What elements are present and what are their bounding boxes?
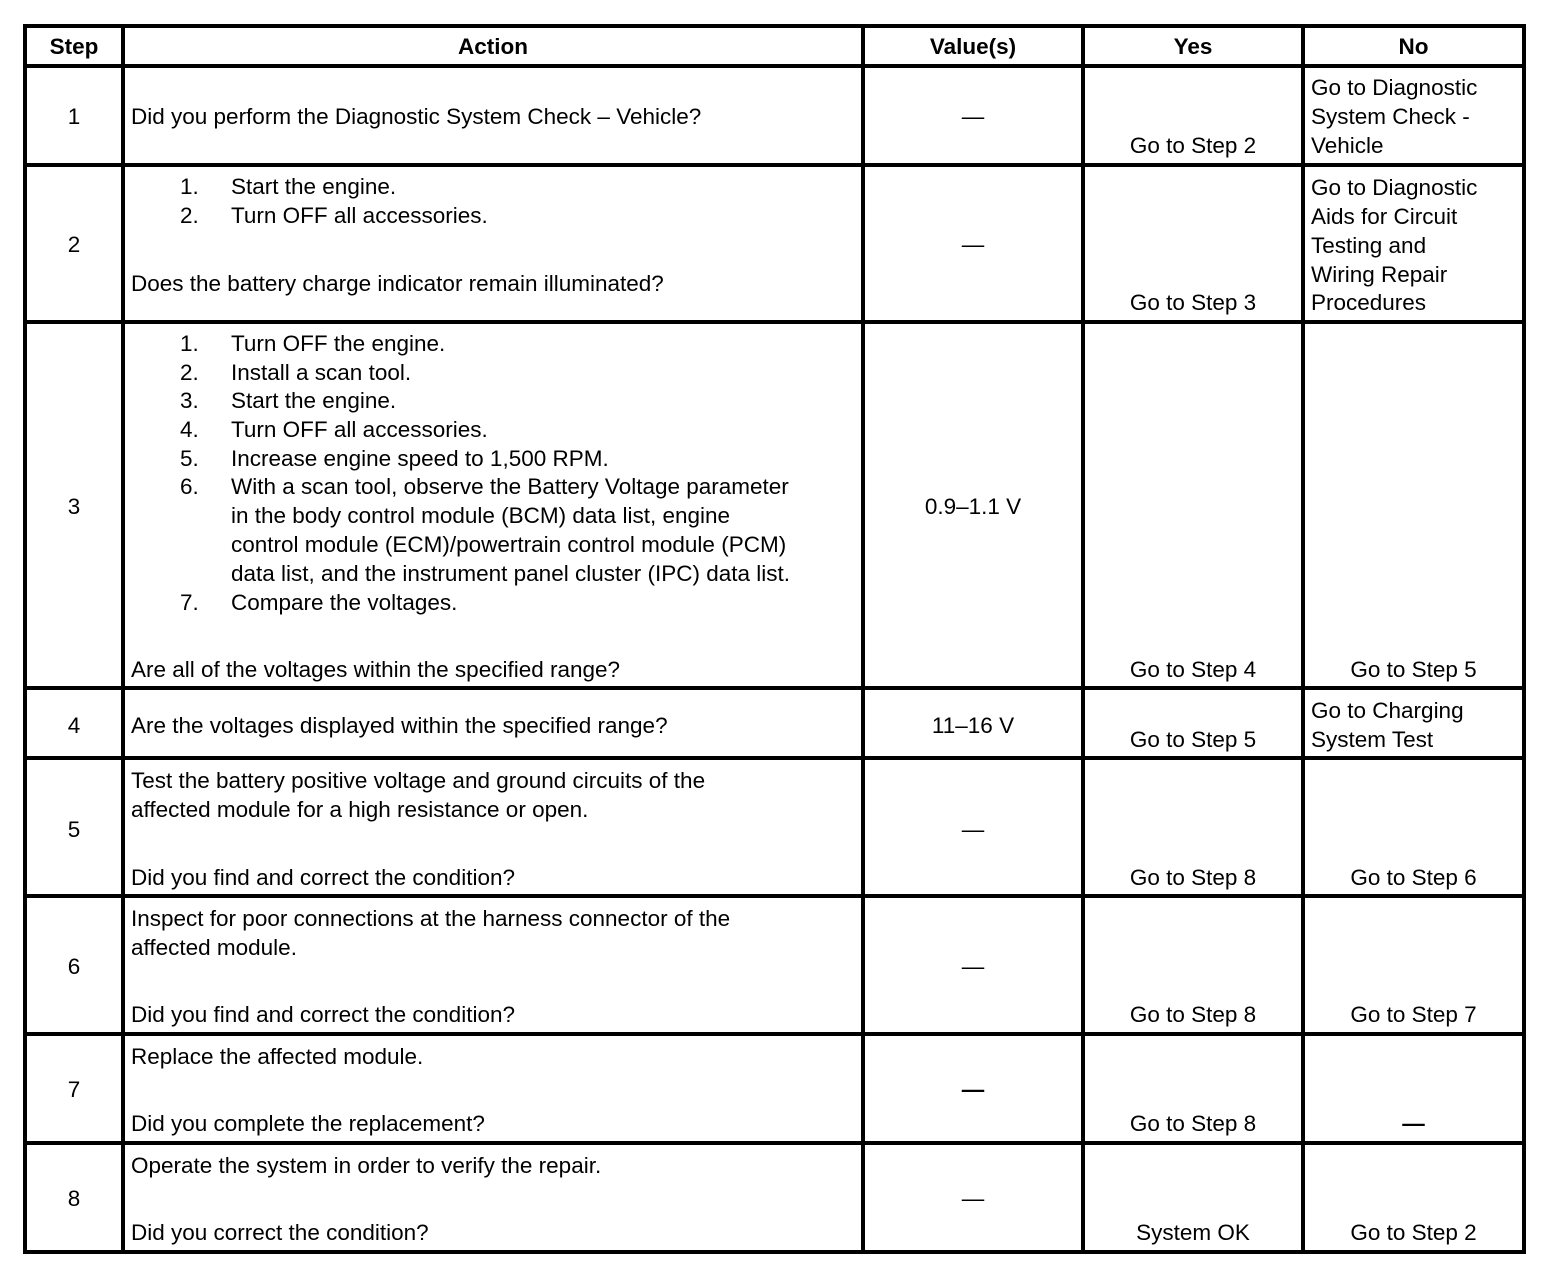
action-question: Did you find and correct the condition? [131, 865, 515, 890]
value-cell: — [961, 817, 985, 842]
list-number: 1. [180, 174, 199, 199]
list-number: 1. [180, 331, 199, 356]
yes-cell: Go to Step 4 [1129, 657, 1257, 682]
action-description: affected module for a high resistance or open. [131, 797, 589, 822]
yes-cell: Go to Step 2 [1129, 133, 1257, 158]
action-question: Are the voltages displayed within the specified range? [131, 713, 668, 738]
list-item-text: With a scan tool, observe the Battery Voltage parameter [231, 474, 789, 499]
yes-cell: Go to Step 8 [1129, 1002, 1257, 1027]
no-cell: Go to Step 5 [1350, 657, 1477, 682]
list-item-text: Start the engine. [231, 174, 397, 199]
header-yes: Yes [1173, 34, 1213, 59]
step-number: 7 [67, 1077, 81, 1102]
header-step: Step [49, 34, 99, 59]
action-description: Inspect for poor connections at the harness connector of the [131, 906, 731, 931]
list-number: 7. [180, 590, 199, 615]
row-divider [23, 756, 1526, 760]
value-cell: — [961, 954, 985, 979]
column-divider [1081, 24, 1085, 1254]
action-question: Did you correct the condition? [131, 1220, 429, 1245]
step-number: 3 [67, 494, 81, 519]
no-cell-line: System Test [1311, 727, 1434, 752]
row-divider [23, 1141, 1526, 1145]
header-no: No [1398, 34, 1429, 59]
action-question: Does the battery charge indicator remain illuminated? [131, 271, 664, 296]
value-cell: 0.9–1.1 V [924, 494, 1022, 519]
action-question: Did you perform the Diagnostic System Check – Vehicle? [131, 104, 702, 129]
no-cell: — [1402, 1111, 1425, 1136]
header-values: Value(s) [929, 34, 1017, 59]
list-number: 4. [180, 417, 199, 442]
action-question: Did you complete the replacement? [131, 1111, 485, 1136]
no-cell-line: Aids for Circuit [1311, 204, 1458, 229]
list-item-text: Turn OFF all accessories. [231, 203, 488, 228]
no-cell-line: Wiring Repair [1311, 262, 1448, 287]
no-cell-line: Procedures [1311, 290, 1427, 315]
no-cell: Go to Step 2 [1350, 1220, 1477, 1245]
row-divider [23, 1032, 1526, 1036]
row-divider [23, 163, 1526, 167]
list-item-text: data list, and the instrument panel cluster (IPC) data list. [231, 561, 791, 586]
step-number: 5 [67, 817, 81, 842]
value-cell: — [961, 104, 985, 129]
yes-cell: Go to Step 8 [1129, 865, 1257, 890]
list-number: 5. [180, 446, 199, 471]
column-divider [121, 24, 125, 1254]
row-divider [23, 894, 1526, 898]
action-description: Operate the system in order to verify the repair. [131, 1153, 602, 1178]
action-question: Did you find and correct the condition? [131, 1002, 515, 1027]
yes-cell: Go to Step 5 [1129, 727, 1257, 752]
no-cell-line: System Check - [1311, 104, 1470, 129]
list-number: 6. [180, 474, 199, 499]
action-description: affected module. [131, 935, 297, 960]
no-cell: Go to Step 6 [1350, 865, 1477, 890]
no-cell-line: Testing and [1311, 233, 1427, 258]
list-item-text: Compare the voltages. [231, 590, 458, 615]
yes-cell: Go to Step 8 [1129, 1111, 1257, 1136]
list-number: 3. [180, 388, 199, 413]
action-question: Are all of the voltages within the specified range? [131, 657, 621, 682]
action-description: Test the battery positive voltage and ground circuits of the [131, 768, 706, 793]
list-item-text: Turn OFF all accessories. [231, 417, 488, 442]
step-number: 6 [67, 954, 81, 979]
value-cell: 11–16 V [931, 713, 1015, 738]
no-cell-line: Go to Diagnostic [1311, 175, 1478, 200]
action-description: Replace the affected module. [131, 1044, 424, 1069]
value-cell: — [961, 1186, 985, 1211]
step-number: 2 [67, 232, 81, 257]
step-number: 8 [67, 1186, 81, 1211]
list-number: 2. [180, 203, 199, 228]
list-item-text: in the body control module (BCM) data list, engine [231, 503, 731, 528]
list-item-text: control module (ECM)/powertrain control module (PCM) [231, 532, 787, 557]
value-cell: — [961, 232, 985, 257]
list-item-text: Install a scan tool. [231, 360, 412, 385]
no-cell-line: Go to Diagnostic [1311, 75, 1478, 100]
list-item-text: Turn OFF the engine. [231, 331, 446, 356]
no-cell-line: Go to Charging [1311, 698, 1464, 723]
value-cell: — [961, 1077, 985, 1102]
column-divider [861, 24, 865, 1254]
row-divider [23, 320, 1526, 324]
step-number: 1 [67, 104, 81, 129]
row-divider [23, 64, 1526, 68]
column-divider [1301, 24, 1305, 1254]
no-cell: Go to Step 7 [1350, 1002, 1477, 1027]
no-cell-line: Vehicle [1311, 133, 1384, 158]
header-action: Action [458, 34, 528, 59]
list-item-text: Increase engine speed to 1,500 RPM. [231, 446, 609, 471]
list-number: 2. [180, 360, 199, 385]
step-number: 4 [67, 713, 81, 738]
list-item-text: Start the engine. [231, 388, 397, 413]
row-divider [23, 686, 1526, 690]
yes-cell: Go to Step 3 [1129, 290, 1257, 315]
yes-cell: System OK [1136, 1220, 1250, 1245]
